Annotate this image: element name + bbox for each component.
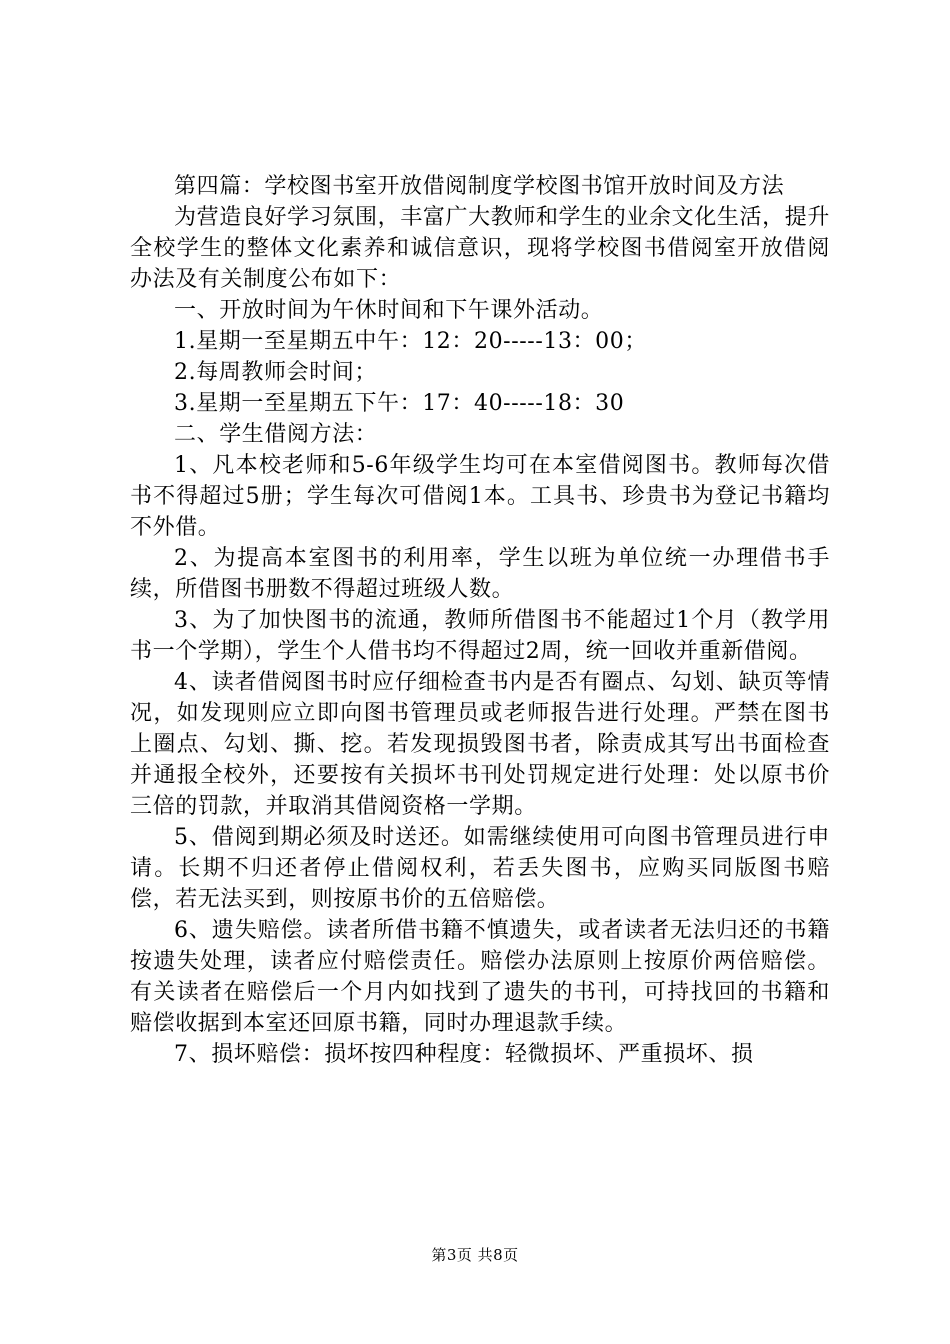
rule-paragraph-6: 6、遗失赔偿。读者所借书籍不慎遗失，或者读者无法归还的书籍按遗失处理，读者应付赔偿责任。赔偿办法原则上按原价两倍赔偿。有关读者在赔偿后一个月内如找到了遗失的书刊，可持找回的书籍和赔偿收据到本室还回原书籍，同时办理退款手续。: [130, 918, 830, 1036]
rule-paragraph-7: 7、损坏赔偿：损坏按四种程度：轻微损坏、严重损坏、损: [174, 1042, 754, 1067]
intro-paragraph: 为营造良好学习氛围，丰富广大教师和学生的业余文化生活，提升全校学生的整体文化素养和诚信意识，现将学校图书借阅室开放借阅办法及有关制度公布如下：: [130, 205, 830, 292]
opening-hours-item-1: 1.星期一至星期五中午：12：20-----13：00；: [174, 329, 647, 354]
section-heading-opening-hours: 一、开放时间为午休时间和下午课外活动。: [174, 298, 604, 323]
rule-paragraph-2: 2、为提高本室图书的利用率，学生以班为单位统一办理借书手续，所借图书册数不得超过班级人数。: [130, 546, 830, 602]
rule-paragraph-4: 4、读者借阅图书时应仔细检查书内是否有圈点、勾划、缺页等情况，如发现则应立即向图书管理员或老师报告进行处理。严禁在图书上圈点、勾划、撕、挖。若发现损毁图书者，除责成其写出书面检查并通报全校外，还要按有关损坏书刊处罚规定进行处理：处以原书价三倍的罚款，并取消其借阅资格一学期。: [130, 670, 830, 819]
opening-hours-item-3: 3.星期一至星期五下午：17：40-----18：30: [174, 391, 625, 416]
rule-paragraph-1: 1、凡本校老师和5-6年级学生均可在本室借阅图书。教师每次借书不得超过5册；学生每次可借阅1本。工具书、珍贵书为登记书籍均不外借。: [130, 453, 830, 540]
rule-paragraph-5: 5、借阅到期必须及时送还。如需继续使用可向图书管理员进行申请。长期不归还者停止借阅权利，若丢失图书，应购买同版图书赔偿，若无法买到，则按原书价的五倍赔偿。: [130, 825, 830, 912]
page-number-footer: 第3页 共8页: [431, 1246, 519, 1264]
document-body: [130, 171, 830, 1070]
rule-paragraph-3: 3、为了加快图书的流通，教师所借图书不能超过1个月（教学用书一个学期），学生个人借书均不得超过2周，统一回收并重新借阅。: [130, 608, 830, 664]
opening-hours-item-2: 2.每周教师会时间；: [174, 360, 377, 385]
section-heading-borrowing-methods: 二、学生借阅方法：: [174, 422, 378, 447]
document-title: 第四篇：学校图书室开放借阅制度学校图书馆开放时间及方法: [174, 174, 785, 199]
